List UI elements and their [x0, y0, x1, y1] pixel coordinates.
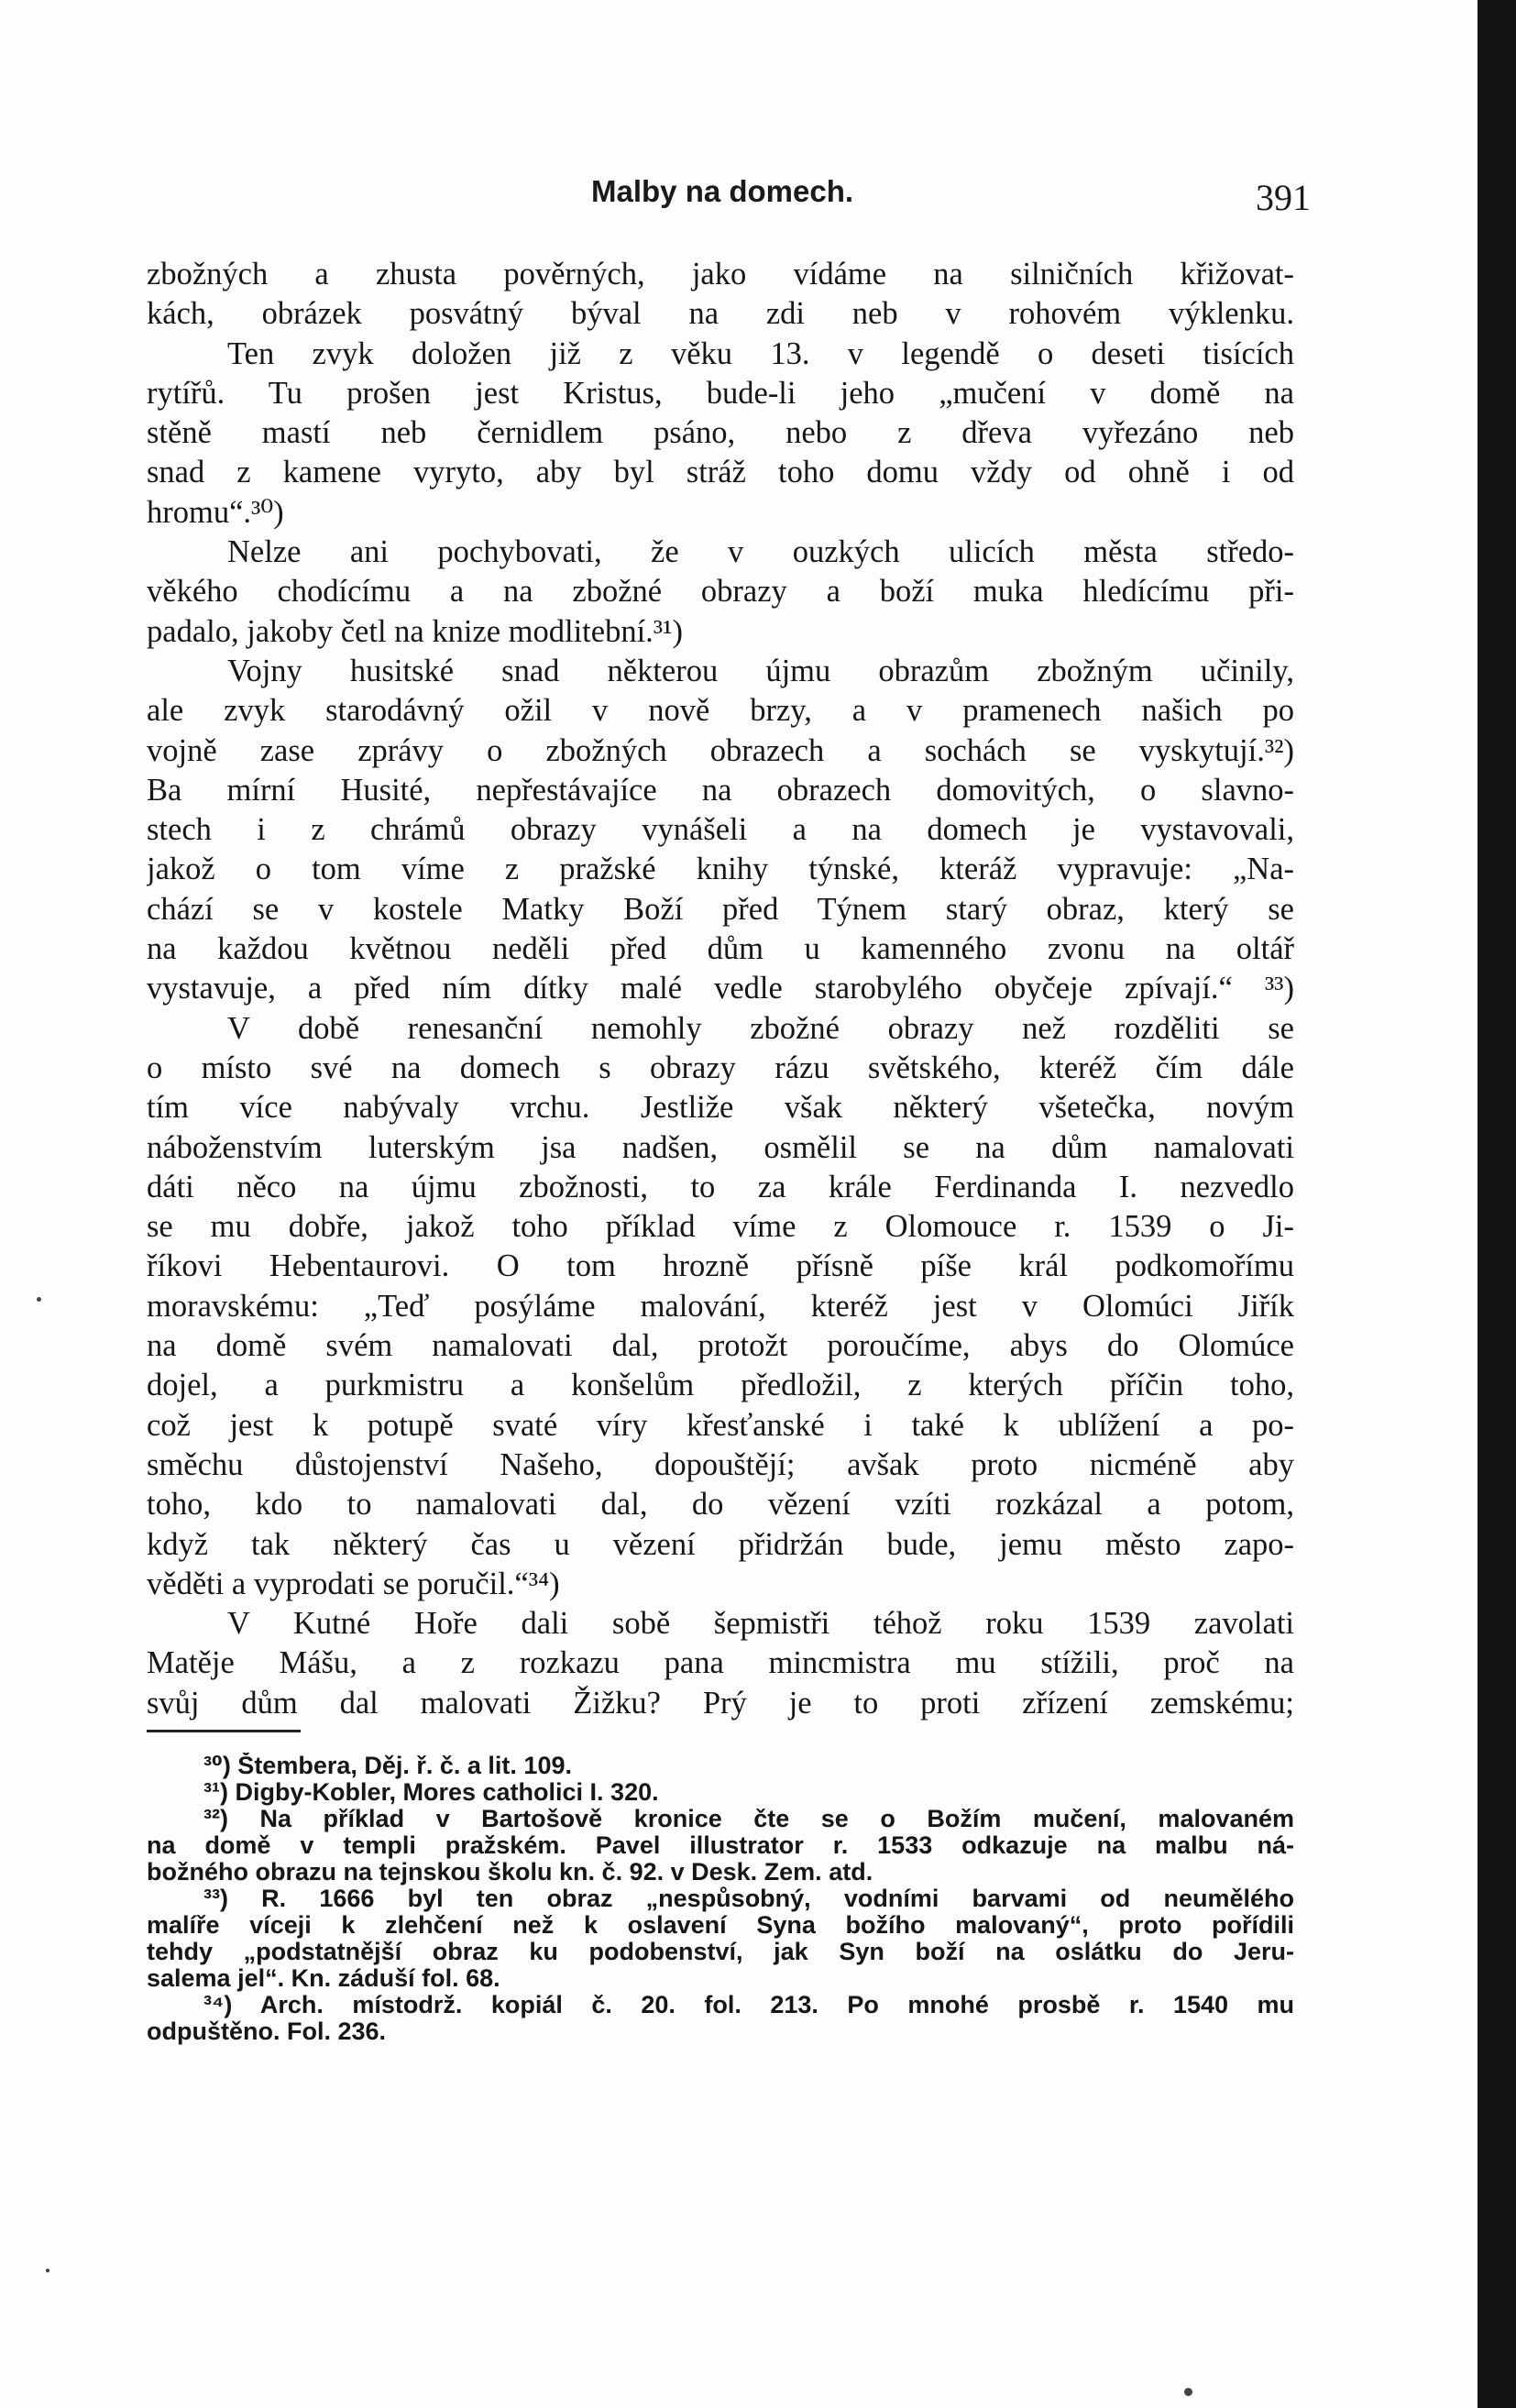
text-line: když tak některý čas u vězení přidržán bude, jemu město zapo-: [147, 1526, 1294, 1562]
text-line: jakož o tom víme z pražské knihy týnské, kteráž vypravuje: „Na-: [147, 852, 1294, 887]
text-line: snad z kamene vyryto, aby byl stráž toho domu vždy od ohně i od: [147, 455, 1294, 490]
text-line: což jest k potupě svaté víry křesťanské i také k ublížení a po-: [147, 1407, 1294, 1443]
text-line: svůj dům dal malovati Žižku? Prý je to proti zřízení zemskému;: [147, 1685, 1294, 1721]
scan-speck: [1184, 2388, 1192, 2396]
text-line: rytířů. Tu prošen jest Kristus, bude-li jeho „mučení v domě na: [147, 375, 1294, 411]
text-line: věkého chodícímu a na zbožné obrazy a boží muka hledícímu při-: [147, 574, 1294, 610]
text-line: o místo své na domech s obrazy rázu světského, kteréž čím dále: [147, 1050, 1294, 1085]
text-line: Ten zvyk doložen již z věku 13. v legendě o deseti tisících: [227, 335, 1294, 371]
footnote-line: božného obrazu na tejnskou školu kn. č. 92. v Desk. Zem. atd.: [147, 1859, 873, 1886]
text-line: vojně zase zprávy o zbožných obrazech a sochách se vyskytují.³²): [147, 732, 1294, 768]
text-line: vystavuje, a před ním dítky malé vedle starobylého obyčeje zpívají.“ ³³): [147, 971, 1294, 1006]
text-line: se mu dobře, jakož toho příklad víme z Olomouce r. 1539 o Ji-: [147, 1209, 1294, 1245]
text-line: kách, obrázek posvátný býval na zdi neb v rohovém výklenku.: [147, 296, 1294, 332]
text-line: Vojny husitské snad některou újmu obrazům zbožným učinily,: [227, 653, 1294, 688]
body-text: [147, 255, 1294, 1723]
text-line: V Kutné Hoře dali sobě šepmistři téhož roku 1539 zavolati: [227, 1606, 1294, 1642]
text-line: říkovi Hebentaurovi. O tom hrozně přísně píše král podkomořímu: [147, 1248, 1294, 1284]
footnote-line: malíře víceji k zlehčení než k oslavení Syna božího malovaný“, proto pořídili: [147, 1912, 1294, 1939]
footnote-line: odpuštěno. Fol. 236.: [147, 2018, 387, 2045]
footnote-line: tehdy „podstatnější obraz ku podobenství, jak Syn boží na oslátku do Jeru-: [147, 1939, 1294, 1965]
text-line: padalo, jakoby četl na knize modlitební.³¹): [147, 613, 683, 649]
page-number: 391: [1256, 177, 1311, 218]
footnote-line: ³²) Na příklad v Bartošově kronice čte se o Božím mučení, malovaném: [203, 1806, 1294, 1832]
text-line: hromu“.³⁰): [147, 494, 284, 530]
scan-speck: [37, 1297, 41, 1302]
text-line: věděti a vyprodati se poručil.“³⁴): [147, 1566, 560, 1601]
text-line: Ba mírní Husité, nepřestávajíce na obrazech domovitých, o slavno-: [147, 772, 1294, 808]
text-line: Matěje Mášu, a z rozkazu pana mincmistra mu stížili, proč na: [147, 1645, 1294, 1681]
text-line: moravskému: „Teď posýláme malování, kteréž jest v Olomúci Jiřík: [147, 1288, 1294, 1324]
footnotes: [147, 1753, 1294, 2045]
text-line: tím více nabývaly vrchu. Jestliže však některý všetečka, novým: [147, 1090, 1294, 1126]
footnote-line: ³¹) Digby-Kobler, Mores catholici I. 320.: [203, 1779, 659, 1806]
page-header: [0, 174, 1478, 220]
text-line: na každou květnou neděli před dům u kamenného zvonu na oltář: [147, 931, 1294, 967]
text-line: toho, kdo to namalovati dal, do vězení vzíti rozkázal a potom,: [147, 1487, 1294, 1523]
footnote-line: na domě v templi pražském. Pavel illustrator r. 1533 odkazuje na malbu ná-: [147, 1832, 1294, 1859]
footnote-line: ³⁰) Štembera, Děj. ř. č. a lit. 109.: [203, 1753, 572, 1779]
scan-speck: [46, 2269, 49, 2272]
footnote-separator: [147, 1730, 301, 1732]
scan-border: [1478, 0, 1516, 2408]
text-line: Nelze ani pochybovati, že v ouzkých ulicích města středo-: [227, 534, 1294, 570]
footnote-line: ³⁴) Arch. místodrž. kopiál č. 20. fol. 213. Po mnohé prosbě r. 1540 mu: [203, 1992, 1294, 2018]
text-line: ale zvyk starodávný ožil v nově brzy, a v pramenech našich po: [147, 693, 1294, 729]
text-line: dáti něco na újmu zbožnosti, to za krále Ferdinanda I. nezvedlo: [147, 1169, 1294, 1204]
running-title: Malby na domech.: [591, 174, 854, 208]
text-line: stech i z chrámů obrazy vynášeli a na domech je vystavovali,: [147, 812, 1294, 848]
text-line: zbožných a zhusta pověrných, jako vídáme na silničních křižovat-: [147, 257, 1294, 291]
text-line: dojel, a purkmistru a konšelům předložil, z kterých příčin toho,: [147, 1368, 1294, 1403]
text-line: náboženstvím luterským jsa nadšen, osmělil se na dům namalovati: [147, 1129, 1294, 1165]
text-line: stěně mastí neb černidlem psáno, nebo z dřeva vyřezáno neb: [147, 415, 1294, 451]
footnote-line: ³³) R. 1666 byl ten obraz „nespůsobný, vodními barvami od neumělého: [203, 1886, 1294, 1912]
text-line: V době renesanční nemohly zbožné obrazy než rozděliti se: [227, 1010, 1294, 1046]
footnote-line: salema jel“. Kn. záduší fol. 68.: [147, 1965, 500, 1992]
text-line: chází se v kostele Matky Boží před Týnem starý obraz, který se: [147, 891, 1294, 927]
text-line: na domě svém namalovati dal, protožt poroučíme, abys do Olomúce: [147, 1328, 1294, 1364]
text-line: směchu důstojenství Našeho, dopouštějí; avšak proto nicméně aby: [147, 1446, 1294, 1482]
